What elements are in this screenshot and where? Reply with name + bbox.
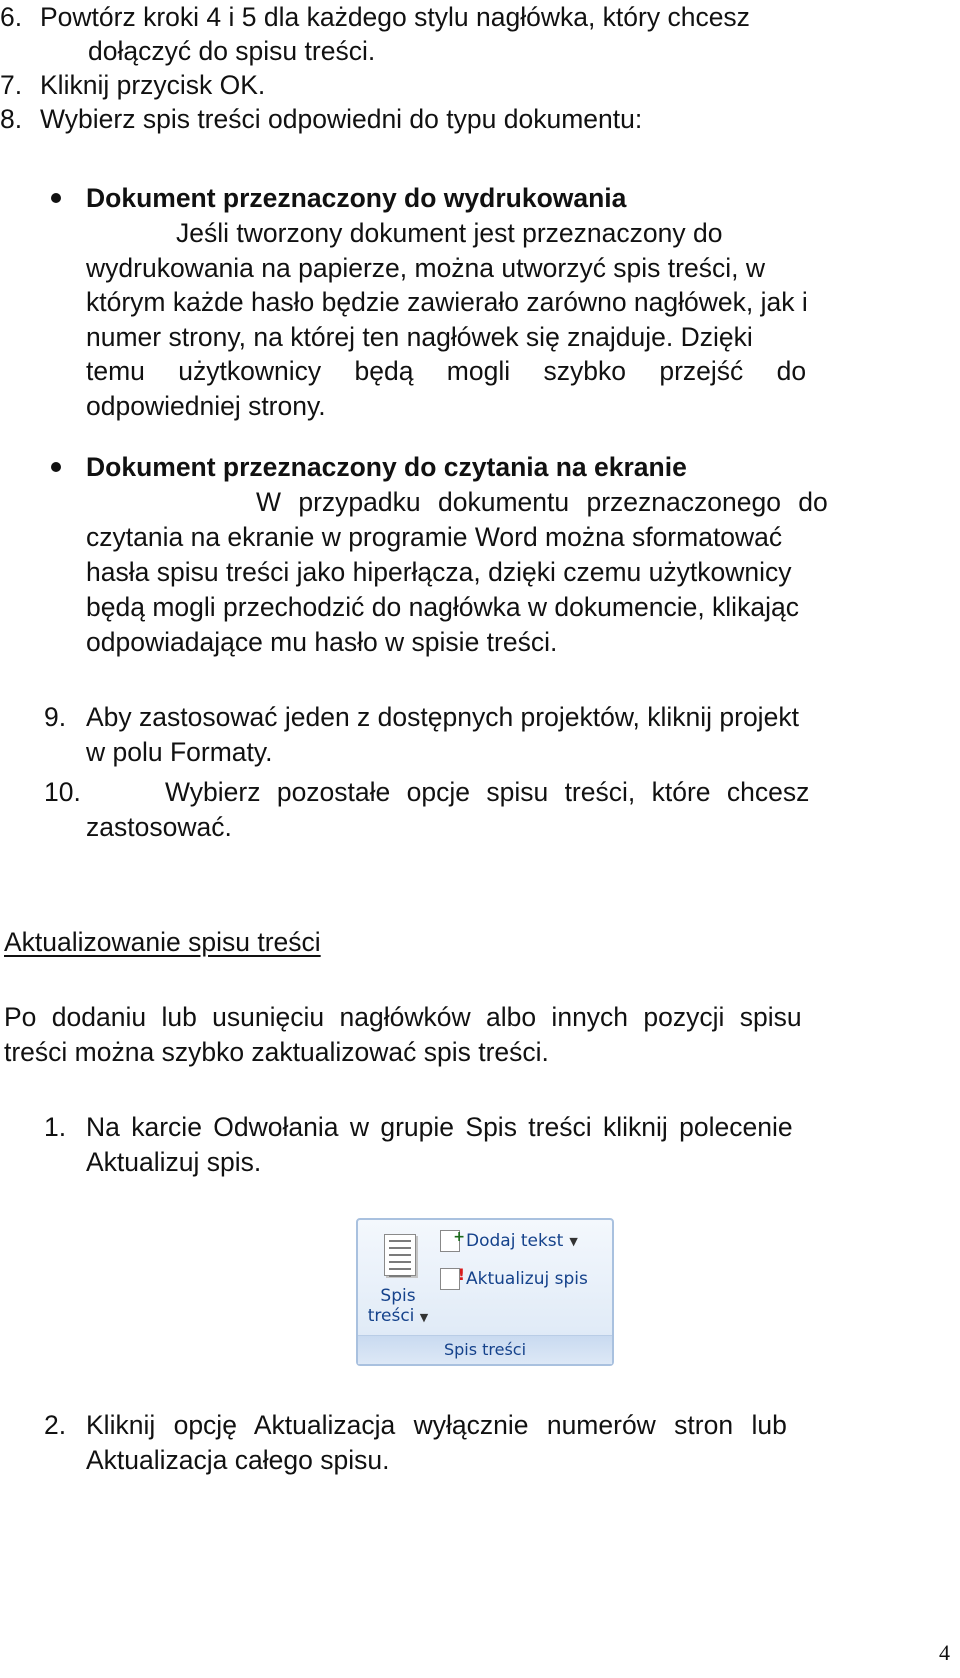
paragraph-line: hasła spisu treści jako hiperłącza, dzięki czemu użytkownicy xyxy=(86,557,792,587)
ribbon-group-toc xyxy=(356,1218,614,1366)
add-text-icon: + xyxy=(440,1230,460,1252)
add-text-label: Dodaj tekst xyxy=(466,1231,564,1251)
bullet-title: Dokument przeznaczony do wydrukowania xyxy=(86,183,627,213)
list-number: 7. xyxy=(0,70,23,100)
list-number: 9. xyxy=(44,702,67,732)
update-toc-button[interactable] xyxy=(440,1265,588,1290)
list-number: 10. xyxy=(44,777,81,807)
toc-button-label: Spis xyxy=(380,1286,416,1306)
paragraph-line: wydrukowania na papierze, można utworzyć spis treści, w xyxy=(86,253,765,283)
step-text: Na karcie Odwołania w grupie Spis treści kliknij polecenie xyxy=(86,1112,793,1142)
text: Jeśli tworzony dokument jest przeznaczony do xyxy=(176,218,723,248)
update-toc-label: Aktualizuj spis xyxy=(466,1269,588,1289)
list-text: Kliknij przycisk OK. xyxy=(40,70,266,100)
list-text: w polu Formaty. xyxy=(86,737,273,767)
paragraph-line: numer strony, na której ten nagłówek się znajduje. Dzięki xyxy=(86,322,753,352)
toc-button[interactable] xyxy=(366,1228,430,1332)
add-text-button[interactable] xyxy=(440,1230,578,1252)
update-toc-icon: ! xyxy=(440,1268,460,1290)
list-text: zastosować. xyxy=(86,812,232,842)
step-number: 1. xyxy=(44,1112,67,1142)
bullet-marker xyxy=(51,193,61,203)
paragraph-line xyxy=(176,216,951,250)
list-text: dołączyć do spisu treści. xyxy=(88,36,376,66)
paragraph-line: będą mogli przechodzić do nagłówka w dokumencie, klikając xyxy=(86,592,799,622)
paragraph-line: odpowiedniej strony. xyxy=(86,391,326,421)
group-label: Spis treści xyxy=(358,1335,612,1364)
bullet-marker xyxy=(51,462,61,472)
paragraph-line: czytania na ekranie w programie Word można sformatować xyxy=(86,522,783,552)
intro-line: Po dodaniu lub usunięciu nagłówków albo innych pozycji spisu xyxy=(4,1002,802,1032)
paragraph-line: odpowiadające mu hasło w spisie treści. xyxy=(86,627,558,657)
list-text: Aby zastosować jeden z dostępnych projektów, kliknij projekt xyxy=(86,702,799,732)
bullet-title: Dokument przeznaczony do czytania na ekranie xyxy=(86,452,687,482)
step-number: 2. xyxy=(44,1410,67,1440)
page-number: 4 xyxy=(939,1640,950,1665)
chevron-down-icon: ▼ xyxy=(419,1311,429,1324)
step-text: Aktualizacja całego spisu. xyxy=(86,1445,390,1475)
toc-button-label: treści xyxy=(367,1306,415,1326)
list-text: Wybierz pozostałe opcje spisu treści, które chcesz xyxy=(165,777,810,807)
toc-icon xyxy=(384,1234,416,1276)
step-text: Kliknij opcję Aktualizacja wyłącznie numerów stron lub xyxy=(86,1410,787,1440)
paragraph-line: W przypadku dokumentu przeznaczonego do xyxy=(256,487,828,517)
list-number: 8. xyxy=(0,104,23,134)
list-text: Wybierz spis treści odpowiedni do typu dokumentu: xyxy=(40,104,643,134)
step-text: Aktualizuj spis. xyxy=(86,1147,262,1177)
paragraph-line: temu użytkownicy będą mogli szybko przejść do xyxy=(86,356,807,386)
list-number: 6. xyxy=(0,2,23,32)
section-heading: Aktualizowanie spisu treści xyxy=(4,927,321,957)
paragraph-line: którym każde hasło będzie zawierało zarówno nagłówek, jak i xyxy=(86,287,808,317)
intro-line: treści można szybko zaktualizować spis treści. xyxy=(4,1037,549,1067)
list-text: Powtórz kroki 4 i 5 dla każdego stylu nagłówka, który chcesz xyxy=(40,2,750,32)
chevron-down-icon: ▼ xyxy=(569,1234,578,1248)
